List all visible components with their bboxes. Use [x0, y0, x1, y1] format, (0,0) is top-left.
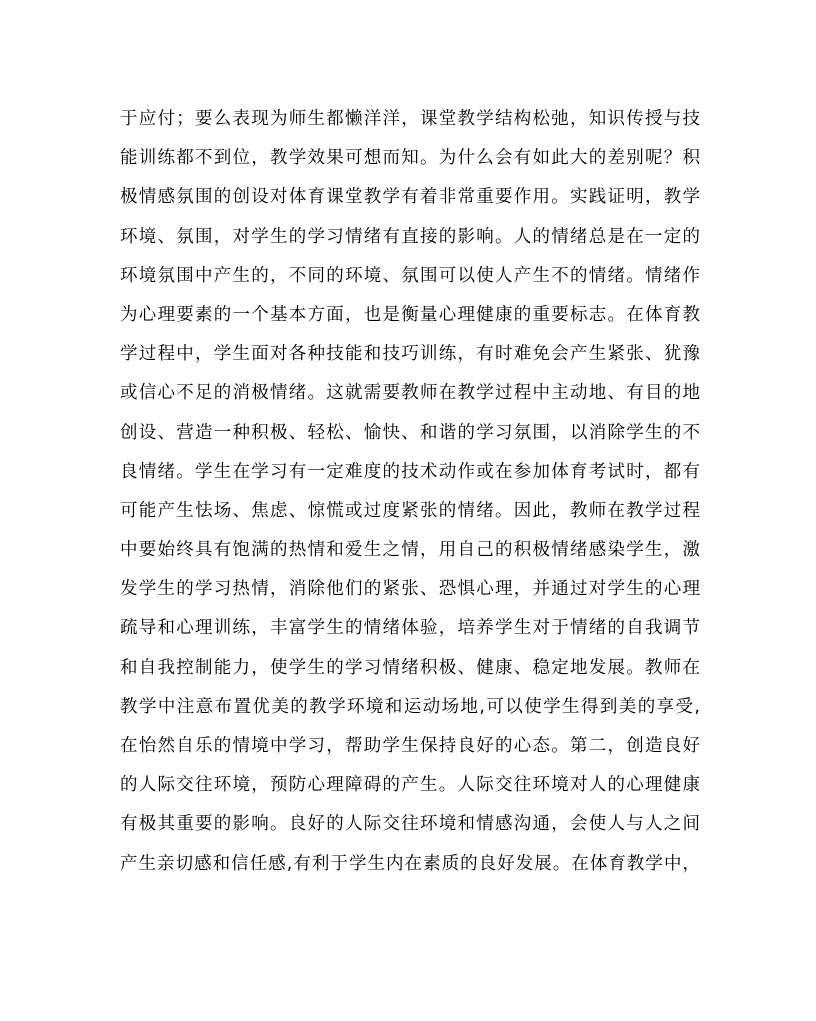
text-line: 教学中注意布置优美的教学环境和运动场地,可以使学生得到美的享受,	[120, 696, 700, 717]
text-line: 学过程中，学生面对各种技能和技巧训练，有时难免会产生紧张、犹豫	[120, 344, 700, 365]
text-line: 环境、氛围，对学生的学习情绪有直接的影响。人的情绪总是在一定的	[120, 226, 700, 247]
text-line: 疏导和心理训练，丰富学生的情绪体验，培养学生对于情绪的自我调节	[120, 618, 700, 639]
text-line: 能训练都不到位，教学效果可想而知。为什么会有如此大的差别呢？积	[120, 148, 700, 169]
text-line: 的人际交往环境，预防心理障碍的产生。人际交往环境对人的心理健康	[120, 775, 700, 796]
text-line: 中要始终具有饱满的热情和爱生之情，用自己的积极情绪感染学生，激	[120, 540, 700, 561]
text-line: 和自我控制能力，使学生的学习情绪积极、健康、稳定地发展。教师在	[120, 657, 700, 678]
text-line: 可能产生怯场、焦虑、惊慌或过度紧张的情绪。因此，教师在教学过程	[120, 500, 700, 521]
text-line: 极情感氛围的创设对体育课堂教学有着非常重要作用。实践证明，教学	[120, 187, 700, 208]
text-line: 环境氛围中产生的，不同的环境、氛围可以使人产生不的情绪。情绪作	[120, 265, 700, 286]
text-line: 在怡然自乐的情境中学习，帮助学生保持良好的心态。第二，创造良好	[120, 736, 700, 756]
text-line: 为心理要素的一个基本方面，也是衡量心理健康的重要标志。在体育教	[120, 304, 700, 325]
body-text	[120, 100, 700, 884]
text-line: 发学生的学习热情，消除他们的紧张、恐惧心理，并通过对学生的心理	[120, 579, 700, 600]
text-line: 于应付；要么表现为师生都懒洋洋，课堂教学结构松弛，知识传授与技	[120, 109, 700, 129]
text-line: 有极其重要的影响。良好的人际交往环境和情感沟通，会使人与人之间	[120, 814, 700, 835]
text-line: 创设、营造一种积极、轻松、愉快、和谐的学习氛围，以消除学生的不	[120, 422, 700, 443]
text-line: 产生亲切感和信任感,有利于学生内在素质的良好发展。在体育教学中，	[120, 853, 700, 874]
text-line: 良情绪。学生在学习有一定难度的技术动作或在参加体育考试时，都有	[120, 461, 700, 482]
text-line: 或信心不足的消极情绪。这就需要教师在教学过程中主动地、有目的地	[120, 383, 700, 404]
